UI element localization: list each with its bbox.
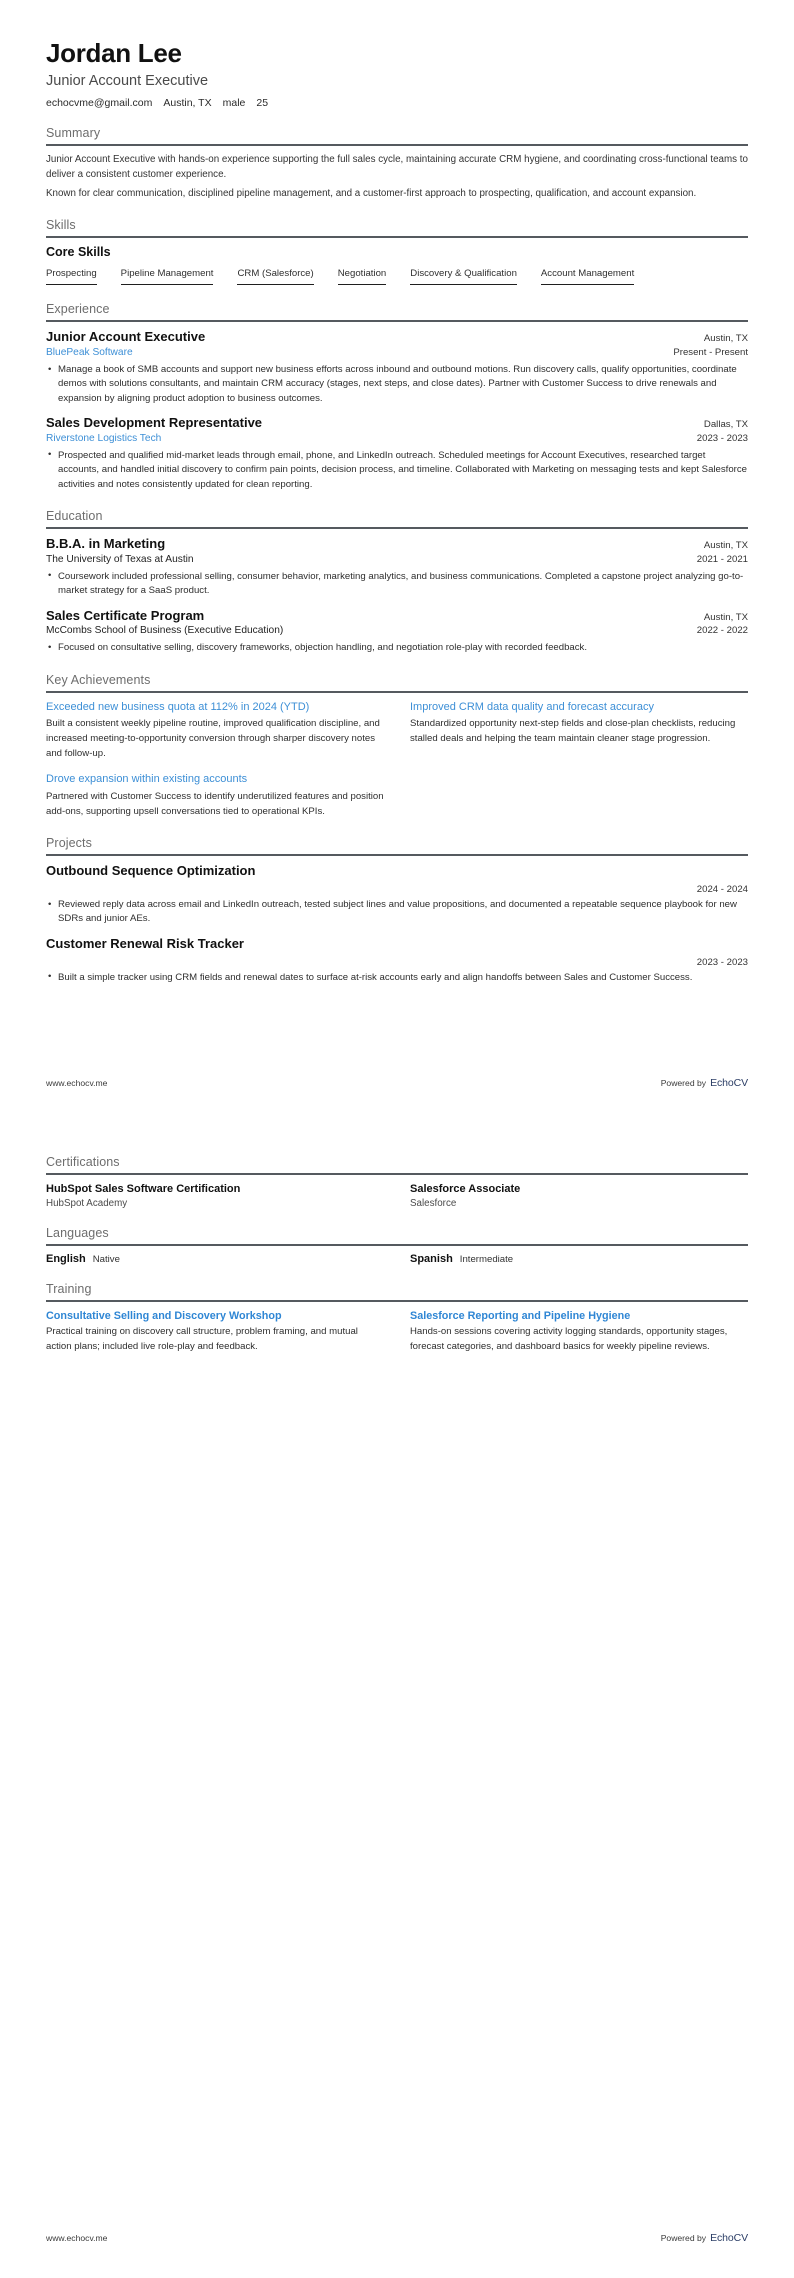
project-title: Customer Renewal Risk Tracker — [46, 935, 244, 951]
section-heading-certifications: Certifications — [46, 1155, 120, 1169]
section-heading-training: Training — [46, 1281, 92, 1296]
footer-url[interactable]: www.echocv.me — [46, 2233, 108, 2243]
section-heading-languages: Languages — [46, 1225, 109, 1240]
training-title: Salesforce Reporting and Pipeline Hygiene — [410, 1309, 631, 1322]
skill-tag: Negotiation — [338, 268, 387, 285]
section-divider — [46, 691, 748, 693]
section-key-achievements — [46, 673, 748, 820]
education-bullets — [46, 641, 748, 655]
experience-title: Junior Account Executive — [46, 329, 206, 345]
education-degree: B.B.A. in Marketing — [46, 536, 166, 552]
experience-dates: 2023 - 2023 — [696, 433, 748, 445]
project-entry — [46, 863, 748, 927]
experience-dates: Present - Present — [673, 347, 748, 359]
section-heading-projects: Projects — [46, 836, 92, 851]
contact-age: 25 — [256, 96, 269, 109]
training-item — [46, 1309, 384, 1354]
certification-grid — [46, 1182, 748, 1209]
section-summary — [46, 126, 748, 202]
education-entry — [46, 608, 748, 656]
bullet-item: • Focused on consultative selling, discovery frameworks, objection handling, and negotiation role-play with recorded feedback. — [46, 641, 748, 655]
skill-tag-list — [46, 268, 748, 285]
skill-tag: Pipeline Management — [121, 268, 214, 285]
training-item — [410, 1309, 748, 1354]
achievement-grid — [46, 700, 748, 820]
experience-title: Sales Development Representative — [46, 415, 263, 431]
project-entry — [46, 936, 748, 985]
section-heading-experience: Experience — [46, 302, 110, 317]
skill-group-title: Core Skills — [46, 245, 111, 260]
contact-email: echocvme@gmail.com — [46, 96, 153, 109]
experience-location: Dallas, TX — [703, 419, 748, 431]
experience-company[interactable]: Riverstone Logistics Tech — [46, 433, 162, 445]
achievement-description: Built a consistent weekly pipeline routine, improved qualification discipline, and increased meeting-to-opportunity conversion through sharper discovery notes and follow-up. — [46, 718, 380, 759]
section-divider — [46, 236, 748, 238]
resume-header — [46, 0, 748, 109]
language-name: Spanish — [410, 1252, 453, 1265]
section-experience — [46, 302, 748, 492]
section-training — [46, 1282, 748, 1354]
language-item — [46, 1253, 384, 1265]
summary-paragraph: Junior Account Executive with hands-on experience supporting the full sales cycle, maintaining accurate CRM hygiene, and coordinating cross-functional teams to deliver a consistent customer experience. — [46, 153, 748, 180]
bullet-item: • Coursework included professional selling, consumer behavior, marketing analytics, and business communications. Completed a capstone project analyzing go-to-market strategy for a SaaS product. — [46, 570, 748, 599]
bullet-item: • Manage a book of SMB accounts and support new business efforts across inbound and outbound motions. Run discovery calls, qualify opportunities, coordinate demos with solutions consultants, and maintain CRM accuracy (stages, next steps, and close dates). Partner with Customer Success to drive renewals and expansion by aligning product adoption to business outcomes. — [46, 363, 748, 406]
skill-tag: Discovery & Qualification — [410, 268, 517, 285]
page-footer — [46, 2232, 748, 2244]
achievement-description: Standardized opportunity next-step fields and close-plan checklists, reducing stalled deals and helping the team maintain cleaner stage progression. — [410, 718, 736, 744]
education-school: McCombs School of Business (Executive Education) — [46, 625, 284, 637]
project-bullets — [46, 898, 748, 927]
experience-bullets — [46, 363, 748, 406]
certification-item — [410, 1182, 748, 1209]
resume-page-2 — [0, 1155, 794, 2278]
achievement-item — [46, 700, 384, 762]
footer-brand — [661, 2232, 748, 2244]
language-level: Intermediate — [459, 1253, 514, 1265]
achievement-title: Exceeded new business quota at 112% in 2024 (YTD) — [46, 700, 310, 713]
project-title: Outbound Sequence Optimization — [46, 863, 256, 879]
section-divider — [46, 854, 748, 856]
language-name: English — [46, 1252, 86, 1265]
language-item — [410, 1253, 748, 1265]
experience-entry — [46, 415, 748, 492]
footer-powered-by-label: Powered by — [660, 2233, 707, 2243]
project-dates: 2023 - 2023 — [696, 956, 748, 968]
bullet-item: • Prospected and qualified mid-market leads through email, phone, and LinkedIn outreach. Scheduled meetings for Account Executives, researched target accounts, and handled initial discovery to confirm pain points, decision process, and timeline. Collaborated with Marketing on messaging tests and kept Salesforce activities and notes consistently updated for clean reporting. — [46, 449, 748, 492]
footer-url[interactable]: www.echocv.me — [46, 1078, 108, 1088]
achievement-title: Drove expansion within existing accounts — [46, 773, 248, 786]
page-footer — [46, 1077, 748, 1089]
experience-location: Austin, TX — [703, 333, 748, 345]
education-location: Austin, TX — [703, 540, 748, 552]
section-heading-key-achievements: Key Achievements — [46, 672, 151, 687]
language-level: Native — [92, 1253, 120, 1265]
section-projects — [46, 836, 748, 985]
page-title: Jordan Lee — [46, 38, 182, 68]
education-dates: 2021 - 2021 — [696, 553, 748, 565]
section-divider — [46, 527, 748, 529]
skill-tag: Account Management — [541, 268, 634, 285]
achievement-item — [46, 772, 384, 819]
contact-row — [46, 97, 748, 109]
footer-brand — [661, 1077, 748, 1089]
education-degree: Sales Certificate Program — [46, 607, 205, 623]
section-divider — [46, 320, 748, 322]
contact-location: Austin, TX — [163, 96, 212, 109]
certification-title: HubSpot Sales Software Certification — [46, 1183, 241, 1195]
language-grid — [46, 1253, 748, 1265]
section-divider — [46, 1300, 748, 1302]
experience-company[interactable]: BluePeak Software — [46, 347, 133, 359]
skill-tag: CRM (Salesforce) — [237, 268, 313, 285]
section-education — [46, 509, 748, 655]
footer-brand-name: EchoCV — [710, 1077, 748, 1089]
achievement-title: Improved CRM data quality and forecast accuracy — [410, 700, 654, 713]
section-divider — [46, 1244, 748, 1246]
education-location: Austin, TX — [703, 611, 748, 623]
section-divider — [46, 1173, 748, 1175]
training-title: Consultative Selling and Discovery Workshop — [46, 1309, 282, 1322]
education-bullets — [46, 570, 748, 599]
bullet-item: • Built a simple tracker using CRM fields and renewal dates to surface at-risk accounts early and align handoffs between Sales and Customer Success. — [46, 971, 748, 985]
section-heading-skills: Skills — [46, 218, 76, 233]
section-certifications — [46, 1155, 748, 1209]
section-divider — [46, 144, 748, 146]
skill-tag: Prospecting — [46, 268, 97, 285]
certification-issuer: HubSpot Academy — [46, 1197, 128, 1209]
certification-item — [46, 1182, 384, 1209]
section-heading-education: Education — [46, 509, 103, 524]
bullet-item: • Reviewed reply data across email and LinkedIn outreach, tested subject lines and value propositions, and documented a repeatable sequence playbook for new SDRs and junior AEs. — [46, 898, 748, 927]
education-entry — [46, 536, 748, 598]
training-grid — [46, 1309, 748, 1354]
section-languages — [46, 1226, 748, 1265]
summary-paragraph: Known for clear communication, disciplined pipeline management, and a customer-first approach to prospecting, qualification, and account expansion. — [46, 187, 697, 199]
experience-entry — [46, 329, 748, 406]
achievement-description: Partnered with Customer Success to identify underutilized features and position add-ons, supporting upsell conversations tied to operational KPIs. — [46, 790, 384, 817]
resume-page-1 — [0, 0, 794, 1123]
certification-title: Salesforce Associate — [410, 1183, 521, 1195]
project-bullets — [46, 971, 748, 985]
education-school: The University of Texas at Austin — [46, 553, 194, 565]
footer-powered-by-label: Powered by — [660, 1078, 707, 1088]
footer-brand-name: EchoCV — [710, 2232, 748, 2244]
training-description: Hands-on sessions covering activity logging standards, opportunity stages, forecast categories, and dashboard basics for weekly pipeline reviews. — [410, 1326, 728, 1352]
experience-bullets — [46, 449, 748, 492]
contact-gender: male — [222, 96, 246, 109]
section-skills — [46, 218, 748, 285]
education-dates: 2022 - 2022 — [696, 625, 748, 637]
section-heading-summary: Summary — [46, 125, 101, 140]
headline: Junior Account Executive — [46, 72, 209, 89]
training-description: Practical training on discovery call structure, problem framing, and mutual action plans; included live role-play and feedback. — [46, 1326, 358, 1352]
project-dates: 2024 - 2024 — [696, 884, 748, 896]
certification-issuer: Salesforce — [410, 1197, 457, 1209]
achievement-item — [410, 700, 748, 762]
